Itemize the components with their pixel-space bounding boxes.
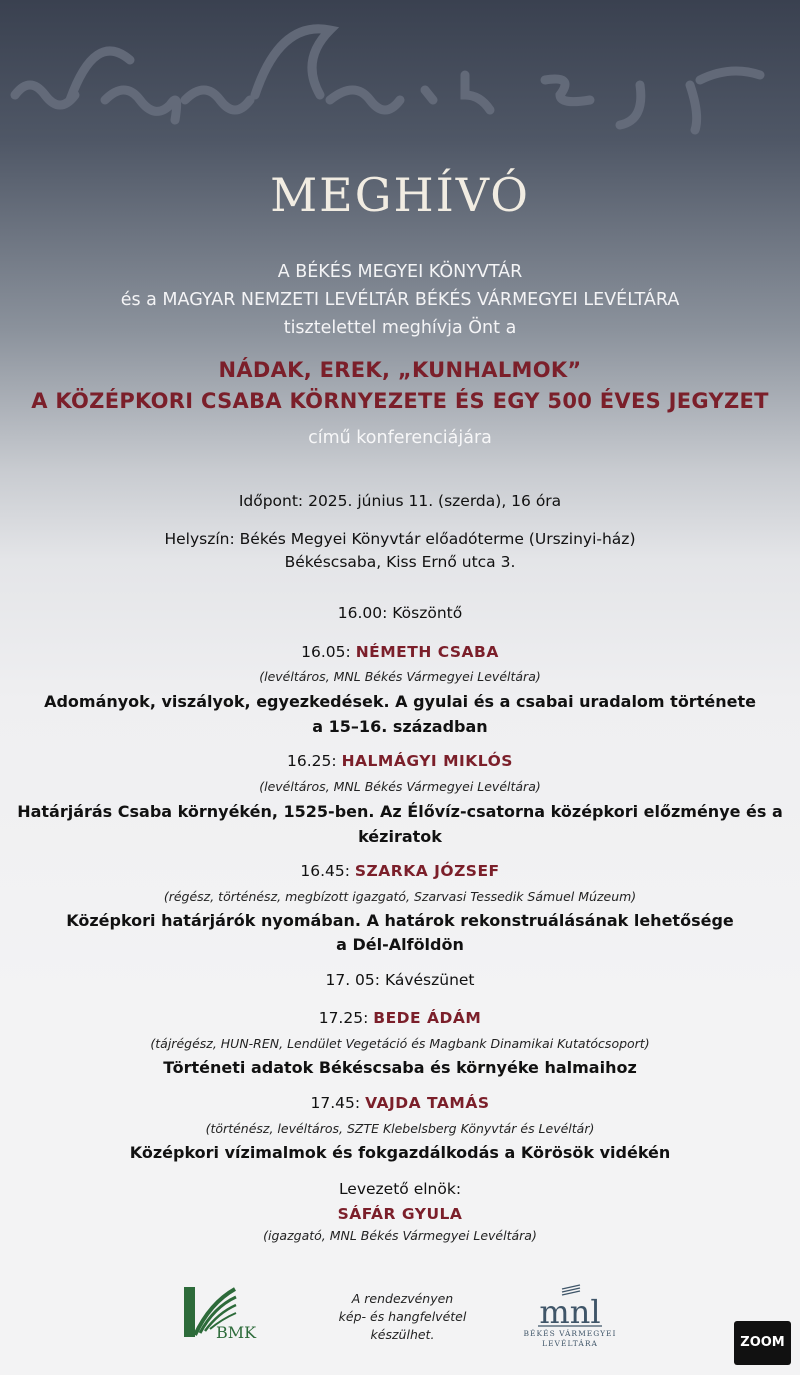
recording-notice-line: A rendezvényen (351, 1291, 454, 1306)
event-time: Időpont: 2025. június 11. (szerda), 16 óra (238, 492, 562, 510)
recording-notice (320, 1290, 485, 1344)
mnl-logo-text: mnl (539, 1293, 601, 1331)
chair-affiliation: (igazgató, MNL Békés Vármegyei Levéltára) (263, 1228, 537, 1243)
program-time: 16.05: (301, 643, 351, 661)
talk-header (0, 643, 800, 661)
program-time: 17.45: (310, 1094, 361, 1112)
speaker-name: HALMÁGYI MIKLÓS (341, 752, 513, 770)
program-label: Kávészünet (384, 971, 475, 989)
zoom-badge[interactable]: ZOOM (734, 1321, 791, 1365)
talk-header (0, 1009, 800, 1027)
program-time: 16.00: (337, 604, 388, 622)
conference-title-line-2: A KÖZÉPKORI CSABA KÖRNYEZETE ÉS EGY 500 ÉVES JEGYZET (31, 389, 769, 413)
program-break (0, 971, 800, 989)
talk-title-line: a Dél-Alföldön (336, 935, 464, 954)
talk-title-line: kéziratok (358, 827, 442, 846)
mnl-logo-sub1: BÉKÉS VÁRMEGYEI (523, 1329, 617, 1338)
organizer-line-2: és a MAGYAR NEMZETI LEVÉLTÁR BÉKÉS VÁRMEGYEI LEVÉLTÁRA (120, 290, 680, 310)
organizer-line-3: tisztelettel meghívja Önt a (283, 318, 517, 338)
talk-title-line: Határjárás Csaba környékén, 1525-ben. Az Élővíz-csatorna középkori előzménye és a (17, 802, 783, 821)
speaker-affiliation: (tájrégész, HUN-REN, Lendület Vegetáció és Magbank Dinamikai Kutatócsoport) (150, 1036, 650, 1051)
talk-header (0, 752, 800, 770)
speaker-affiliation: (levéltáros, MNL Békés Vármegyei Levéltára) (259, 669, 541, 684)
recording-notice-line: kép- és hangfelvétel (338, 1309, 467, 1324)
event-venue-line-1: Helyszín: Békés Megyei Könyvtár előadóterme (Urszinyi-ház) (164, 530, 636, 548)
organizer-line-1: A BÉKÉS MEGYEI KÖNYVTÁR (277, 262, 523, 282)
talk-title-line: Történeti adatok Békéscsaba és környéke halmaihoz (163, 1058, 637, 1077)
talk-title-line: Középkori vízimalmok és fokgazdálkodás a Körösök vidékén (129, 1143, 671, 1162)
program-welcome (0, 604, 800, 622)
chair-label: Levezető elnök: (338, 1180, 462, 1198)
program-label: Köszöntő (392, 604, 463, 622)
talk-header (0, 862, 800, 880)
talk-title-line: Adományok, viszályok, egyezkedések. A gyulai és a csabai uradalom története (44, 692, 756, 711)
speaker-name: BEDE ÁDÁM (373, 1009, 482, 1027)
mnl-logo-sub2: LEVÉLTÁRA (542, 1339, 598, 1348)
program-time: 17.25: (318, 1009, 369, 1027)
conference-title-line-1: NÁDAK, EREK, „KUNHALMOK” (218, 358, 582, 382)
bmk-logo-text: BMK (216, 1323, 257, 1342)
mnl-logo (510, 1283, 630, 1353)
program-time: 17. 05: (325, 971, 380, 989)
speaker-name: SZARKA JÓZSEF (354, 862, 500, 880)
talk-title-line: Középkori határjárók nyomában. A határok rekonstruálásának lehetősége (66, 911, 734, 930)
recording-notice-line: készülhet. (370, 1327, 435, 1342)
speaker-affiliation: (történész, levéltáros, SZTE Klebelsberg Könyvtár és Levéltár) (205, 1121, 595, 1136)
bmk-logo (180, 1283, 270, 1343)
speaker-affiliation: (régész, történész, megbízott igazgató, Szarvasi Tessedik Sámuel Múzeum) (163, 889, 637, 904)
event-venue-line-2: Békéscsaba, Kiss Ernő utca 3. (284, 553, 516, 571)
chair-name: SÁFÁR GYULA (337, 1205, 463, 1223)
talk-header (0, 1094, 800, 1112)
speaker-affiliation: (levéltáros, MNL Békés Vármegyei Levéltára) (259, 779, 541, 794)
conference-suffix: című konferenciájára (308, 428, 492, 448)
program-time: 16.25: (287, 752, 337, 770)
handwriting-decoration (0, 0, 800, 160)
speaker-name: NÉMETH CSABA (355, 643, 499, 661)
talk-title-line: a 15–16. században (312, 717, 488, 736)
speaker-name: VAJDA TAMÁS (365, 1094, 490, 1112)
program-time: 16.45: (300, 862, 350, 880)
invitation-title: MEGHÍVÓ (270, 168, 530, 222)
